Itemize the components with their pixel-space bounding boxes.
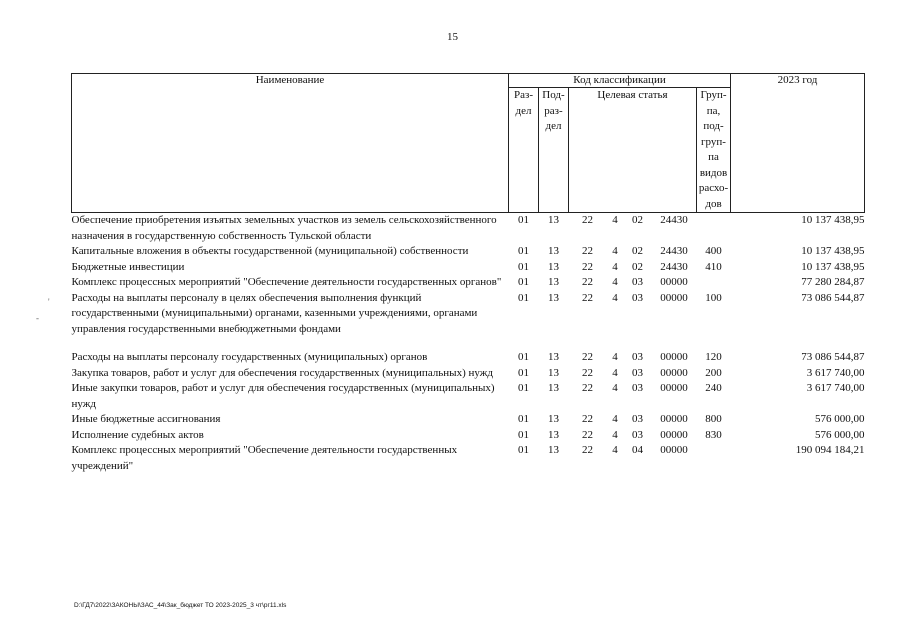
row-code-rz: 01 [518,413,529,425]
table-row [72,366,865,382]
row-name: Иные закупки товаров, работ и услуг для обеспечения государственных (муниципальных) нужд [71,382,495,410]
row-amount: 190 094 184,21 [795,444,865,456]
row-code-t4: 00000 [660,444,688,456]
table-row [72,412,865,428]
row-code-t1: 22 [582,260,593,273]
row-name: Закупка товаров, работ и услуг для обеспечения государственных (муниципальных) нужд [71,366,493,379]
row-code-t4: 24430 [660,214,688,226]
table-body [72,213,865,475]
row-code-t1: 22 [582,366,593,379]
header-target-article: Целевая статья [569,88,697,213]
row-code-rz: 01 [518,291,529,304]
row-name: Расходы на выплаты персоналу в целях обеспечения выполнения функций государственными (муниципальными) органами, казенными учреждениями, органами управления государственными внебюджетными фондами [71,291,478,335]
row-code-t2: 4 [612,276,618,288]
table-row [72,381,865,412]
budget-classification-table [71,73,865,474]
table-row [72,213,865,245]
row-code-rz: 01 [518,428,529,441]
row-code-rz: 01 [518,444,529,456]
row-code-t2: 4 [612,428,618,441]
row-code-rz: 01 [518,351,529,363]
row-code-t1: 22 [582,276,593,288]
row-code-t3: 02 [632,214,643,226]
row-code-rz: 01 [518,260,529,273]
row-code-t3: 03 [632,366,643,379]
row-name: Исполнение судебных актов [71,428,204,441]
row-code-t4: 00000 [660,351,688,363]
row-code-rz: 01 [518,214,529,226]
header-subsection [539,88,569,213]
row-code-vr [697,275,731,291]
row-code-vr [697,213,731,245]
row-code-t1: 22 [582,428,593,441]
row-code-t1: 22 [582,382,593,394]
row-amount: 10 137 438,95 [801,260,865,273]
row-code-vr [697,443,731,474]
row-code-t4: 24430 [660,260,688,273]
scan-mark: ' [48,297,50,307]
row-code-t2: 4 [612,214,618,226]
row-code-t2: 4 [612,291,618,304]
row-code-pr: 13 [548,366,559,379]
row-amount: 576 000,00 [815,413,865,425]
row-name: Комплекс процессных мероприятий "Обеспечение деятельности государственных органов" [71,276,502,288]
table-row [72,291,865,338]
table-row [72,428,865,444]
row-code-t3: 03 [632,428,643,441]
row-code-t4: 00000 [660,413,688,425]
row-code-t4: 00000 [660,291,688,304]
row-name: Бюджетные инвестиции [71,260,185,273]
row-code-t1: 22 [582,413,593,425]
row-code-t3: 03 [632,413,643,425]
row-code-t3: 03 [632,291,643,304]
table-row [72,244,865,260]
row-code-pr: 13 [548,351,559,363]
row-code-pr: 13 [548,413,559,425]
row-name: Комплекс процессных мероприятий "Обеспечение деятельности государственных учреждений" [71,444,458,472]
header-year: 2023 год [731,74,865,213]
row-code-t2: 4 [612,444,618,456]
header-expense-group-label: Груп- па, под- груп- па видов расхо- дов [698,89,729,210]
row-amount: 10 137 438,95 [801,245,865,257]
header-expense-group [697,88,731,213]
header-subsection-label: Под- раз- дел [542,89,565,132]
row-code-t2: 4 [612,351,618,363]
header-section-label: Раз- дел [513,89,533,117]
row-code-pr: 13 [548,291,559,304]
row-code-vr: 100 [705,291,722,304]
row-code-rz: 01 [518,366,529,379]
row-code-t2: 4 [612,366,618,379]
row-amount: 3 617 740,00 [806,366,865,379]
row-code-pr: 13 [548,245,559,257]
header-section [509,88,539,213]
header-name: Наименование [72,74,509,213]
row-amount: 77 280 284,87 [801,276,865,288]
row-code-t2: 4 [612,382,618,394]
row-code-vr: 120 [705,351,722,363]
header-code-group: Код классификации [509,74,731,88]
row-code-t4: 00000 [660,276,688,288]
row-code-pr: 13 [548,444,559,456]
row-name: Капитальные вложения в объекты государственной (муниципальной) собственности [71,245,469,257]
row-code-vr: 800 [705,413,722,425]
table-row [72,337,865,366]
row-code-pr: 13 [548,428,559,441]
row-code-pr: 13 [548,260,559,273]
row-amount: 576 000,00 [815,428,865,441]
row-name: Обеспечение приобретения изъятых земельных участков из земель сельскохозяйственного назначения в государственную собственность Тульской области [71,214,497,242]
row-amount: 73 086 544,87 [801,351,865,363]
row-code-t2: 4 [612,260,618,273]
table-row [72,443,865,474]
row-code-t1: 22 [582,245,593,257]
row-code-pr: 13 [548,382,559,394]
row-code-t3: 03 [632,276,643,288]
row-code-vr: 240 [705,382,722,394]
row-code-t1: 22 [582,291,593,304]
table-header [72,74,865,213]
row-amount: 10 137 438,95 [801,214,865,226]
page-number: 15 [447,31,458,43]
file-path-footer: D:\ГД7\2022\ЗАКОНЫ\ЗАС_44\Зак_бюджет ТО 2023-2025_3 чт\рг11.xls [74,602,287,609]
row-code-pr: 13 [548,276,559,288]
row-code-t3: 04 [632,444,643,456]
row-code-t1: 22 [582,351,593,363]
row-code-t1: 22 [582,444,593,456]
table-row [72,260,865,276]
row-name: Иные бюджетные ассигнования [71,413,221,425]
row-amount: 3 617 740,00 [806,382,865,394]
row-code-vr: 830 [705,428,722,441]
row-amount: 73 086 544,87 [801,291,865,304]
row-code-t2: 4 [612,413,618,425]
row-code-pr: 13 [548,214,559,226]
row-code-vr: 200 [705,366,722,379]
row-code-rz: 01 [518,245,529,257]
row-code-t4: 00000 [660,366,688,379]
row-code-t4: 24430 [660,245,688,257]
row-code-vr: 400 [705,245,722,257]
row-code-t3: 03 [632,351,643,363]
row-code-t3: 02 [632,245,643,257]
row-code-rz: 01 [518,382,529,394]
row-code-t1: 22 [582,214,593,226]
row-code-t4: 00000 [660,428,688,441]
table-row [72,275,865,291]
scan-mark: - [36,313,39,323]
row-code-rz: 01 [518,276,529,288]
row-code-t2: 4 [612,245,618,257]
row-name: Расходы на выплаты персоналу государственных (муниципальных) органов [71,351,428,363]
row-code-t3: 02 [632,260,643,273]
row-code-t4: 00000 [660,382,688,394]
row-code-vr: 410 [705,260,722,273]
row-code-t3: 03 [632,382,643,394]
